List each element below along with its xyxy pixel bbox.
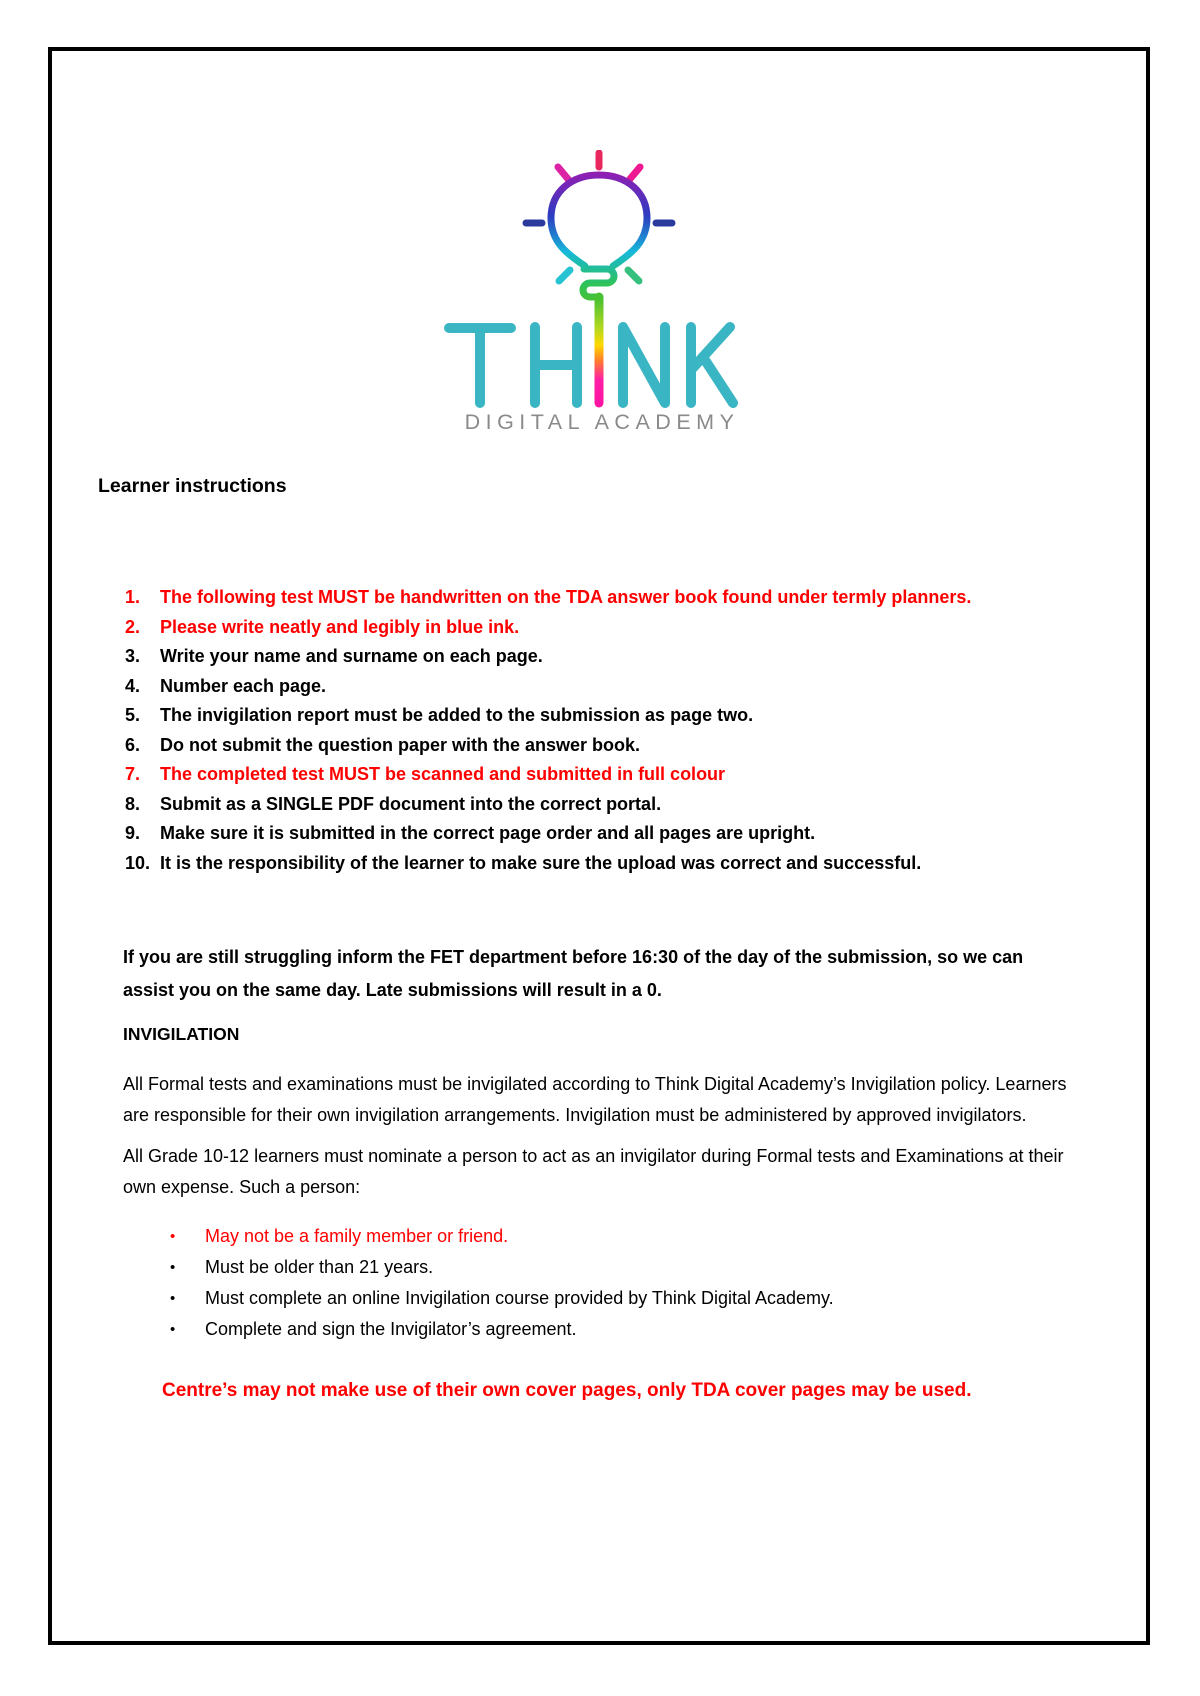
brand-letter-n	[623, 327, 665, 403]
brand-wordmark	[449, 327, 733, 403]
cover-pages-notice: Centre’s may not make use of their own cover pages, only TDA cover pages may be used.	[162, 1380, 972, 1401]
instruction-number: 7.	[125, 764, 141, 784]
instruction-number: 2.	[125, 616, 141, 637]
instruction-number: 10.	[125, 852, 151, 873]
instruction-text: The following test MUST be handwritten on the TDA answer book found under termly planners.	[160, 587, 972, 607]
invigilation-heading: INVIGILATION	[123, 1024, 240, 1044]
requirement-text: Must complete an online Invigilation course provided by Think Digital Academy.	[205, 1288, 834, 1308]
instruction-item	[125, 760, 1106, 790]
instruction-number: 9.	[125, 823, 141, 843]
bullet-icon: •	[170, 1259, 176, 1276]
logo-subtitle: DIGITAL ACADEMY	[464, 410, 740, 434]
instruction-text: Please write neatly and legibly in blue ink.	[160, 616, 520, 637]
instruction-number: 5.	[125, 705, 141, 725]
instruction-text: Submit as a SINGLE PDF document into the correct portal.	[160, 793, 662, 814]
bullet-icon: •	[170, 1321, 176, 1338]
invigilator-nomination-paragraph: All Grade 10-12 learners must nominate a person to act as an invigilator during Formal tests and Examinations at their own expense. Such a person:	[123, 1146, 1064, 1197]
brand-letter-k	[691, 327, 733, 403]
bullet-icon: •	[170, 1290, 176, 1307]
requirement-text: Must be older than 21 years.	[205, 1257, 434, 1277]
instruction-text: Do not submit the question paper with the answer book.	[160, 734, 641, 755]
instruction-item	[125, 642, 1106, 672]
instruction-item	[125, 849, 1106, 879]
requirement-item	[170, 1221, 1106, 1252]
instruction-item	[125, 731, 1106, 761]
instruction-text: The invigilation report must be added to the submission as page two.	[160, 705, 754, 725]
instruction-text: Make sure it is submitted in the correct page order and all pages are upright.	[160, 823, 816, 843]
instruction-number: 3.	[125, 646, 141, 666]
page-border-frame	[48, 47, 1150, 1645]
instruction-item	[125, 672, 1106, 702]
invigilation-policy-paragraph: All Formal tests and examinations must be invigilated according to Think Digital Academy’s Invigilation policy. Learners are responsible for their own invigilation arrangements. Invigilation must be administered by approved invigilators.	[123, 1074, 1067, 1125]
late-submission-notice: If you are still struggling inform the FET department before 16:30 of the day of the submission, so we can assist you on the same day. Late submissions will result in a 0.	[123, 947, 1024, 1000]
instruction-item	[125, 701, 1106, 731]
requirement-item	[170, 1252, 1106, 1283]
requirement-item	[170, 1283, 1106, 1314]
lightbulb-icon	[551, 175, 647, 266]
instruction-text: It is the responsibility of the learner to make sure the upload was correct and successful.	[160, 852, 922, 873]
instruction-item	[125, 583, 1106, 613]
instruction-item	[125, 790, 1106, 820]
instruction-item	[125, 819, 1106, 849]
invigilator-requirements-list	[170, 1221, 1106, 1345]
instruction-item	[125, 613, 1106, 643]
brand-letter-h	[535, 327, 577, 403]
think-digital-academy-logo	[439, 150, 759, 440]
instruction-number: 8.	[125, 793, 141, 814]
instruction-number: 4.	[125, 675, 141, 696]
instruction-text: Write your name and surname on each page.	[160, 646, 543, 666]
brand-letter-t	[449, 328, 511, 403]
page-title: Learner instructions	[98, 475, 287, 497]
instruction-list	[125, 583, 1106, 878]
instruction-text: The completed test MUST be scanned and submitted in full colour	[160, 764, 726, 784]
requirement-item	[170, 1314, 1106, 1345]
requirement-text: Complete and sign the Invigilator’s agreement.	[205, 1319, 577, 1339]
instruction-number: 6.	[125, 734, 141, 755]
bullet-icon: •	[170, 1228, 176, 1245]
instruction-number: 1.	[125, 587, 141, 607]
requirement-text: May not be a family member or friend.	[205, 1226, 509, 1246]
instruction-text: Number each page.	[160, 675, 327, 696]
